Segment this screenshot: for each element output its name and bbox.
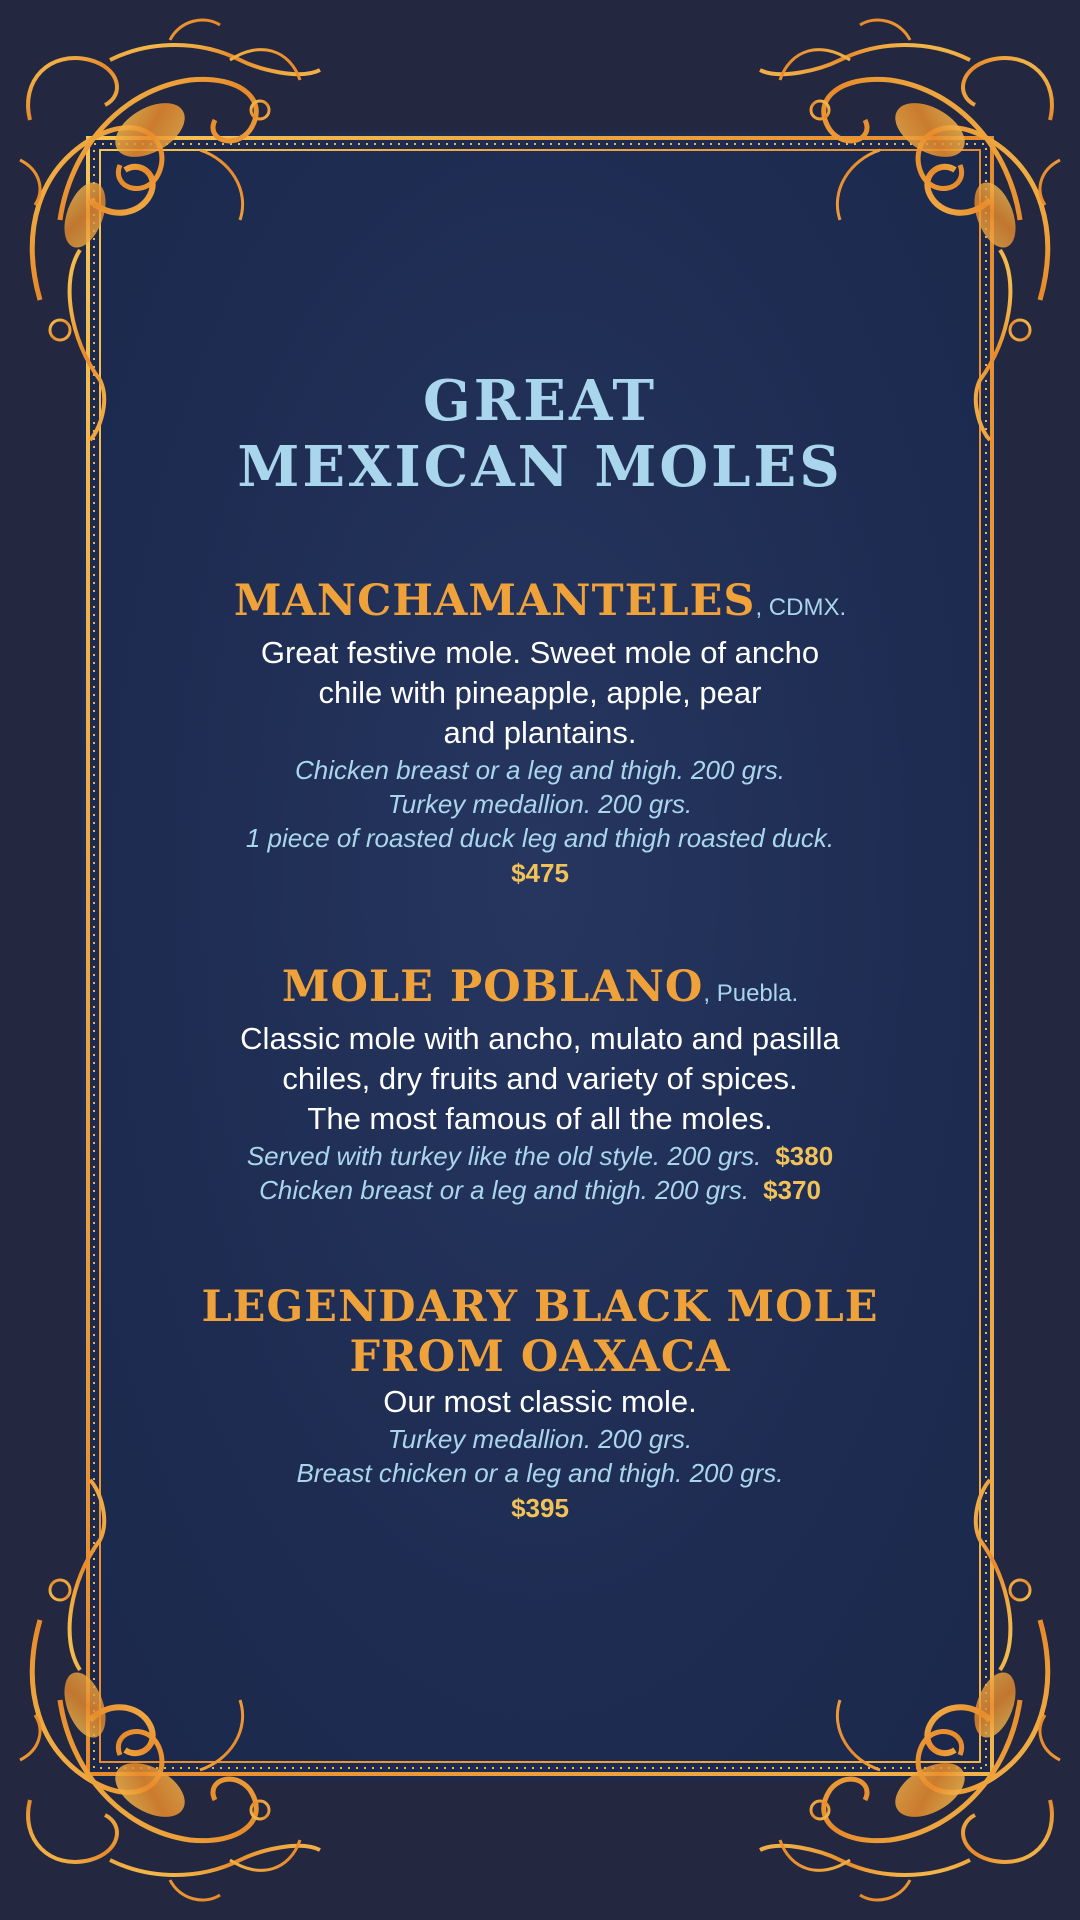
dish-description-line: chile with pineapple, apple, pear [318, 675, 762, 710]
dish-name-line [0, 962, 1080, 1019]
menu-title [0, 368, 1080, 500]
serving-option: Breast chicken or a leg and thigh. 200 grs. [296, 1458, 784, 1488]
menu-title-line2: MEXICAN MOLES [237, 434, 843, 500]
serving-option: Turkey medallion. 200 grs. [387, 1424, 693, 1454]
dish-description-line: The most famous of all the moles. [307, 1101, 773, 1136]
serving-text: Chicken breast or a leg and thigh. 200 grs. [259, 1175, 750, 1205]
dish-name: MANCHAMANTELES [233, 576, 756, 626]
dish-description-line: chiles, dry fruits and variety of spices. [282, 1061, 798, 1096]
dish-name-line1: LEGENDARY BLACK MOLE [201, 1282, 879, 1332]
dish-origin: , Puebla. [703, 980, 799, 1007]
dish-origin: , CDMX. [755, 594, 847, 621]
dish-name-line [0, 576, 1080, 633]
serving-price: $370 [763, 1175, 821, 1205]
dish-name-line2: FROM OAXACA [349, 1332, 731, 1382]
serving-option [0, 1173, 1080, 1207]
dish-description-line: and plantains. [443, 715, 637, 750]
serving-option: Chicken breast or a leg and thigh. 200 grs. [295, 755, 785, 785]
dish-name: MOLE POBLANO [281, 962, 704, 1012]
dish-description-line: Classic mole with ancho, mulato and pasilla [240, 1021, 840, 1056]
serving-text: Served with turkey like the old style. 200 grs. [246, 1141, 762, 1171]
dish-description-line: Our most classic mole. [383, 1384, 697, 1419]
dish-mole-poblano [0, 962, 1080, 1207]
menu-title-line1: GREAT [422, 368, 658, 434]
dish-manchamanteles [0, 576, 1080, 891]
dish-black-mole-oaxaca [0, 1282, 1080, 1526]
serving-price: $380 [775, 1141, 834, 1171]
serving-option: 1 piece of roasted duck leg and thigh roasted duck. [245, 823, 835, 853]
dish-price: $475 [511, 858, 569, 888]
dish-price: $395 [511, 1493, 569, 1523]
dish-description-line: Great festive mole. Sweet mole of ancho [260, 635, 820, 670]
serving-option [0, 1139, 1080, 1173]
serving-option: Turkey medallion. 200 grs. [387, 789, 693, 819]
